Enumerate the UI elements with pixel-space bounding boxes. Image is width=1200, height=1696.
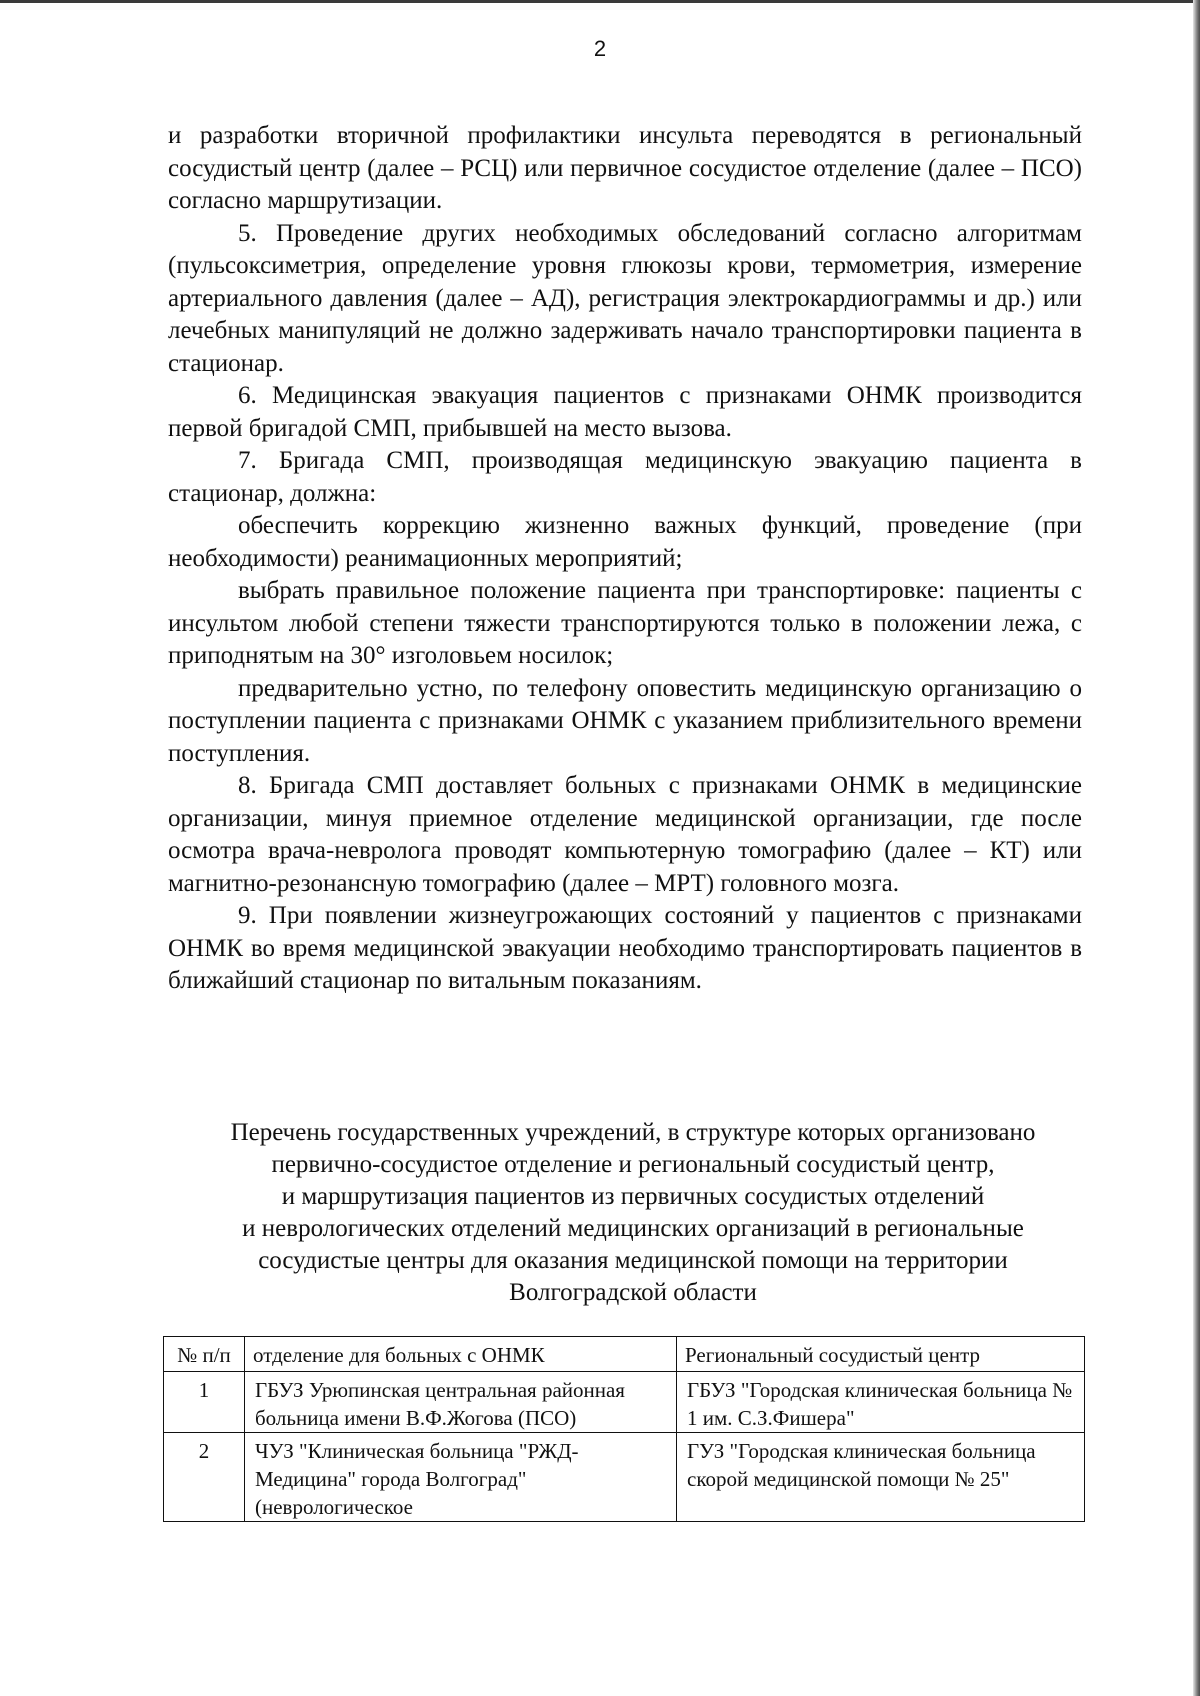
paragraph-item-8: 8. Бригада СМП доставляет больных с признаками ОНМК в медицинские организации, минуя приемное отделение медицинской организации, где после осмотра врача-невролога проводят компьютерную томографию (далее – КТ) или магнитно-резонансную томографию (далее – МРТ) головного мозга. [168, 772, 1082, 897]
paragraph-item-6: 6. Медицинская эвакуация пациентов с признаками ОНМК производится первой бригадой СМП, прибывшей на место вызова. [168, 382, 1082, 442]
routing-table [163, 1336, 1085, 1522]
paragraph-item-7-sub-3: предварительно устно, по телефону оповестить медицинскую организацию о поступлении пациента с признаками ОНМК с указанием приблизительного времени поступления. [168, 674, 1082, 767]
row-department: ГБУЗ Урюпинская центральная районная больница имени В.Ф.Жогова (ПСО) [245, 1372, 677, 1433]
list-heading-line: Волгоградской области [509, 1279, 757, 1306]
paragraph-item-9: 9. При появлении жизнеугрожающих состояний у пациентов с признаками ОНМК во время медицинской эвакуации необходимо транспортировать пациентов в ближайший стационар по витальным показаниям. [168, 902, 1082, 994]
scan-edge-right [1193, 0, 1200, 1696]
scan-edge-top [0, 0, 1200, 3]
paragraph-item-7: 7. Бригада СМП, производящая медицинскую эвакуацию пациента в стационар, должна: [168, 447, 1082, 507]
paragraph-item-7-sub-2: выбрать правильное положение пациента при транспортировке: пациенты с инсультом любой степени тяжести транспортируются только в положении лежа, с приподнятым на 30° изголовьем носилок; [168, 577, 1082, 669]
list-heading-line: сосудистые центры для оказания медицинской помощи на территории [258, 1247, 1008, 1274]
row-regional-center: ГБУЗ "Городская клиническая больница № 1 им. С.З.Фишера" [677, 1372, 1085, 1433]
page-number: 2 [593, 36, 607, 61]
document-body [168, 120, 1082, 998]
list-heading-line: Перечень государственных учреждений, в структуре которых организовано [230, 1119, 1036, 1146]
list-heading [168, 1117, 1098, 1309]
header-number: № п/п [164, 1337, 245, 1372]
row-number: 1 [164, 1372, 245, 1433]
table-row [164, 1372, 1085, 1433]
header-department: отделение для больных с ОНМК [245, 1337, 677, 1372]
row-number: 2 [164, 1433, 245, 1522]
paragraph-continuation: и разработки вторичной профилактики инсульта переводятся в региональный сосудистый центр (далее – РСЦ) или первичное сосудистое отделение (далее – ПСО) согласно маршрутизации. [168, 122, 1082, 214]
paragraph-item-5: 5. Проведение других необходимых обследований согласно алгоритмам (пульсоксиметрия, определение уровня глюкозы крови, термометрия, измерение артериального давления (далее – АД), регистрация электрокардиограммы и др.) или лечебных манипуляций не должно задерживать начало транспортировки пациента в стационар. [168, 219, 1082, 377]
list-heading-line: первично-сосудистое отделение и региональный сосудистый центр, [271, 1151, 995, 1178]
list-heading-line: и маршрутизация пациентов из первичных сосудистых отделений [281, 1183, 985, 1210]
row-department: ЧУЗ "Клиническая больница "РЖД-Медицина" города Волгоград" (неврологическое [245, 1433, 677, 1522]
table-row [164, 1433, 1085, 1522]
row-regional-center: ГУЗ "Городская клиническая больница скорой медицинской помощи № 25" [677, 1433, 1085, 1522]
table-header-row [164, 1337, 1085, 1372]
header-regional-center: Региональный сосудистый центр [677, 1337, 1085, 1372]
list-heading-line: и неврологических отделений медицинских организаций в региональные [242, 1215, 1024, 1242]
paragraph-item-7-sub-1: обеспечить коррекцию жизненно важных функций, проведение (при необходимости) реанимационных мероприятий; [168, 512, 1082, 572]
